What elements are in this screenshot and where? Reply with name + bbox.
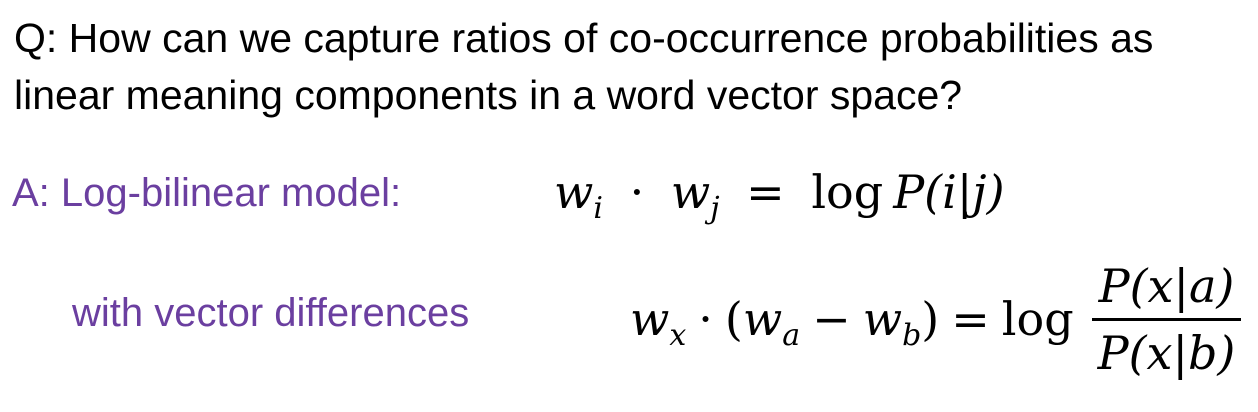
- eq1-dot: ·: [629, 165, 645, 219]
- eq2-numerator: P(x|a): [1098, 258, 1235, 313]
- eq2-w-a: $w_a$: [742, 292, 801, 353]
- eq2-w-x: $w_x$: [630, 292, 687, 353]
- equation-log-bilinear: [554, 164, 1005, 227]
- eq1-rhs: P(i|j): [893, 165, 1005, 219]
- eq2-log: log: [1001, 292, 1074, 346]
- eq1-w-i: $w_i$: [554, 165, 603, 226]
- eq1-equals: =: [746, 165, 785, 219]
- eq2-denominator: P(x|b): [1097, 325, 1236, 380]
- eq1-w-j: $w_j$: [670, 165, 720, 226]
- eq2-fraction: [1092, 258, 1242, 381]
- eq1-log: log: [811, 165, 884, 219]
- equation-vector-differences: [630, 254, 1241, 384]
- eq2-fraction-bar: [1092, 318, 1242, 321]
- sub-label: with vector differences: [72, 291, 470, 335]
- eq2-dot: ·: [698, 292, 713, 346]
- eq2-open-paren: (: [724, 292, 743, 346]
- answer-label: A: Log-bilinear model:: [12, 171, 402, 215]
- eq2-w-b: $w_b$: [862, 292, 922, 353]
- eq2-equals: =: [951, 292, 990, 346]
- question-text: Q: How can we capture ratios of co-occurrence probabilities as linear meaning components in a word vector space?: [14, 15, 1154, 118]
- eq2-minus: −: [812, 292, 851, 346]
- eq2-close-paren: ): [921, 292, 940, 346]
